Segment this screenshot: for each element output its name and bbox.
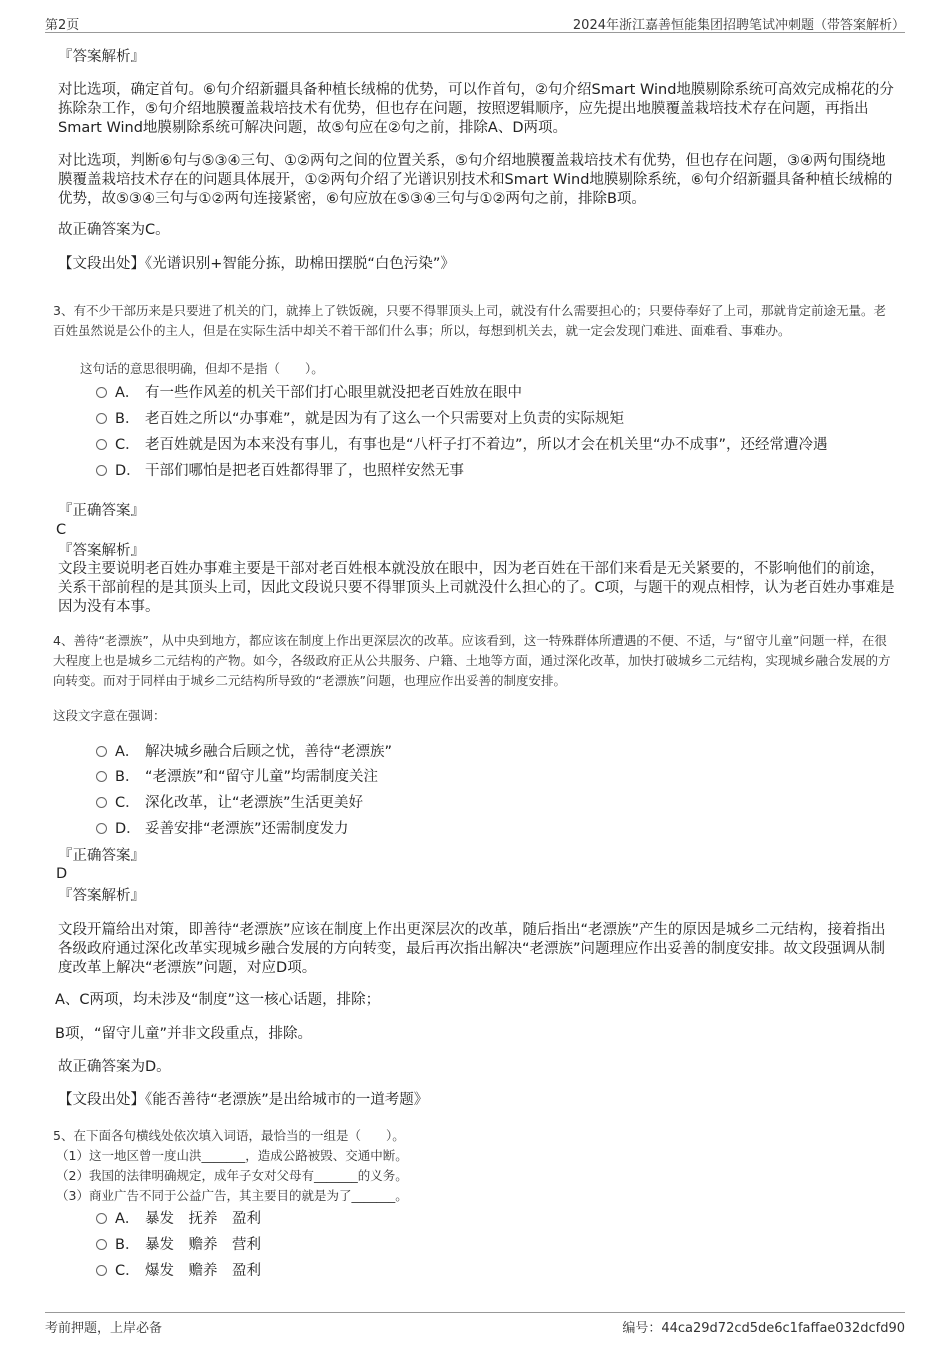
q2-analysis-label: 『答案解析』 xyxy=(58,49,145,65)
radio-icon[interactable] xyxy=(96,387,107,398)
q5-option-c[interactable]: C． 爆发 赡养 盈利 xyxy=(96,1260,261,1282)
q3-option-b[interactable]: B． 老百姓之所以“办事难”，就是因为有了这么一个只需要对上负责的实际规矩 xyxy=(96,408,624,430)
radio-icon[interactable] xyxy=(96,413,107,424)
footer-slogan: 考前押题，上岸必备 xyxy=(45,1321,163,1336)
q2-conclusion: 故正确答案为C。 xyxy=(58,222,170,238)
q3-answer: C xyxy=(56,522,67,538)
radio-icon[interactable] xyxy=(96,797,107,808)
radio-icon[interactable] xyxy=(96,746,107,757)
page-number: 第2页 xyxy=(45,18,80,33)
q5-option-a[interactable]: A． 暴发 抚养 盈利 xyxy=(96,1208,261,1230)
page-footer xyxy=(45,1312,905,1337)
q5-sentence-2: （2）我国的法律明确规定，成年子女对父母有_______的义务。 xyxy=(56,1168,408,1183)
q4-conclusion: 故正确答案为D。 xyxy=(58,1059,171,1075)
q3-option-a[interactable]: A． 有一些作风差的机关干部们打心眼里就没把老百姓放在眼中 xyxy=(96,382,522,404)
q4-analysis-label: 『答案解析』 xyxy=(58,888,145,904)
q4-option-b[interactable]: B． “老漂族”和“留守儿童”均需制度关注 xyxy=(96,766,378,788)
q4-analysis-ac: A、C两项，均未涉及“制度”这一核心话题，排除； xyxy=(55,992,381,1008)
page-header xyxy=(45,12,905,33)
q4-analysis-b: B项，“留守儿童”并非文段重点，排除。 xyxy=(55,1026,312,1042)
q5-stem: 5、在下面各句横线处依次填入词语，最恰当的一组是（ ）。 xyxy=(53,1128,405,1143)
radio-icon[interactable] xyxy=(96,1239,107,1250)
q3-question: 这句话的意思很明确，但却不是指（ ）。 xyxy=(80,361,324,376)
radio-icon[interactable] xyxy=(96,1265,107,1276)
q4-question: 这段文字意在强调： xyxy=(53,708,166,723)
q3-answer-label: 『正确答案』 xyxy=(58,503,145,519)
q4-analysis: 文段开篇给出对策，即善待“老漂族”应该在制度上作出更深层次的改革，随后指出“老漂族”产生的原因是城乡二元结构，接着指出各级政府通过深化改革实现城乡融合发展的方向转变，最后再次指出解决“老漂族”问题理应作出妥善的制度安排。故文段强调从制度改革上解决“老漂族”问题，对应D项。 xyxy=(58,922,886,976)
q4-stem: 4、善待“老漂族”，从中央到地方，都应该在制度上作出更深层次的改革。应该看到，这一特殊群体所遭遇的不便、不适，与“留守儿童”问题一样，在很大程度上也是城乡二元结构的产物。如今，各级政府正从公共服务、户籍、土地等方面，通过深化改革，加快打破城乡二元结构，实现城乡融合发展的方向转变。而对于同样由于城乡二元结构所导致的“老漂族”问题，也理应作出妥善的制度安排。 xyxy=(53,633,891,688)
q3-option-c[interactable]: C． 老百姓就是因为本来没有事儿，有事也是“八杆子打不着边”，所以才会在机关里“办不成事”，还经常遭冷遇 xyxy=(96,434,828,456)
radio-icon[interactable] xyxy=(96,823,107,834)
q4-option-a[interactable]: A． 解决城乡融合后顾之忧，善待“老漂族” xyxy=(96,741,392,763)
q5-option-b[interactable]: B． 暴发 赡养 营利 xyxy=(96,1234,261,1256)
radio-icon[interactable] xyxy=(96,771,107,782)
q4-option-c[interactable]: C． 深化改革，让“老漂族”生活更美好 xyxy=(96,792,363,814)
q2-analysis-p2: 对比选项，判断⑥句与⑤③④三句、①②两句之间的位置关系，⑤句介绍地膜覆盖栽培技术有优势，但也存在问题，③④两句围绕地膜覆盖栽培技术存在的问题具体展开，①②两句介绍了光谱识别技术和Smart Wind地膜剔除系统，⑥句介绍新疆具备种植长绒棉的优势，故⑤③④三句与①②两句连接紧密，⑥句应放在⑤③④三句与①②两句之前，排除B项。 xyxy=(58,153,893,207)
q3-analysis-label: 『答案解析』 xyxy=(58,543,145,559)
q5-sentence-1: （1）这一地区曾一度山洪_______，造成公路被毁、交通中断。 xyxy=(56,1148,408,1163)
q4-answer: D xyxy=(56,866,68,882)
document-id: 编号：44ca29d72cd5de6c1faffae032dcfd90 xyxy=(622,1321,905,1336)
q5-sentence-3: （3）商业广告不同于公益广告，其主要目的就是为了_______。 xyxy=(56,1188,408,1203)
radio-icon[interactable] xyxy=(96,439,107,450)
q4-option-d[interactable]: D． 妥善安排“老漂族”还需制度发力 xyxy=(96,818,349,840)
q4-source: 【文段出处】《能否善待“老漂族”是出给城市的一道考题》 xyxy=(58,1092,429,1108)
radio-icon[interactable] xyxy=(96,1213,107,1224)
q2-source: 【文段出处】《光谱识别+智能分拣，助棉田摆脱“白色污染”》 xyxy=(58,256,455,272)
q2-analysis-p1: 对比选项，确定首句。⑥句介绍新疆具备种植长绒棉的优势，可以作首句，②句介绍Smart Wind地膜剔除系统可高效完成棉花的分拣除杂工作，⑤句介绍地膜覆盖栽培技术有优势，但也存在问题，按照逻辑顺序，应先提出地膜覆盖栽培技术存在问题，再指出Smart Wind地膜剔除系统可解决问题，故⑤句应在②句之前，排除A、D两项。 xyxy=(58,82,894,136)
radio-icon[interactable] xyxy=(96,465,107,476)
q3-option-d[interactable]: D． 干部们哪怕是把老百姓都得罪了，也照样安然无事 xyxy=(96,460,464,482)
q3-stem: 3、有不少干部历来是只要进了机关的门，就捧上了铁饭碗，只要不得罪顶头上司，就没有什么需要担心的；只要侍奉好了上司，那就肯定前途无量。老百姓虽然说是公仆的主人，但是在实际生活中却关不着干部们什么事；所以，每想到机关去，就一定会发现门难进、面难看、事难办。 xyxy=(53,303,886,338)
document-title: 2024年浙江嘉善恒能集团招聘笔试冲刺题（带答案解析） xyxy=(572,18,905,33)
q3-analysis: 文段主要说明老百姓办事难主要是干部对老百姓根本就没放在眼中，因为老百姓在干部们来看是无关紧要的，不影响他们的前途，关系干部前程的是其顶头上司，因此文段说只要不得罪顶头上司就没什么担心的了。C项，与题干的观点相悖，认为老百姓办事难是因为没有本事。 xyxy=(58,561,895,615)
q4-answer-label: 『正确答案』 xyxy=(58,848,145,864)
